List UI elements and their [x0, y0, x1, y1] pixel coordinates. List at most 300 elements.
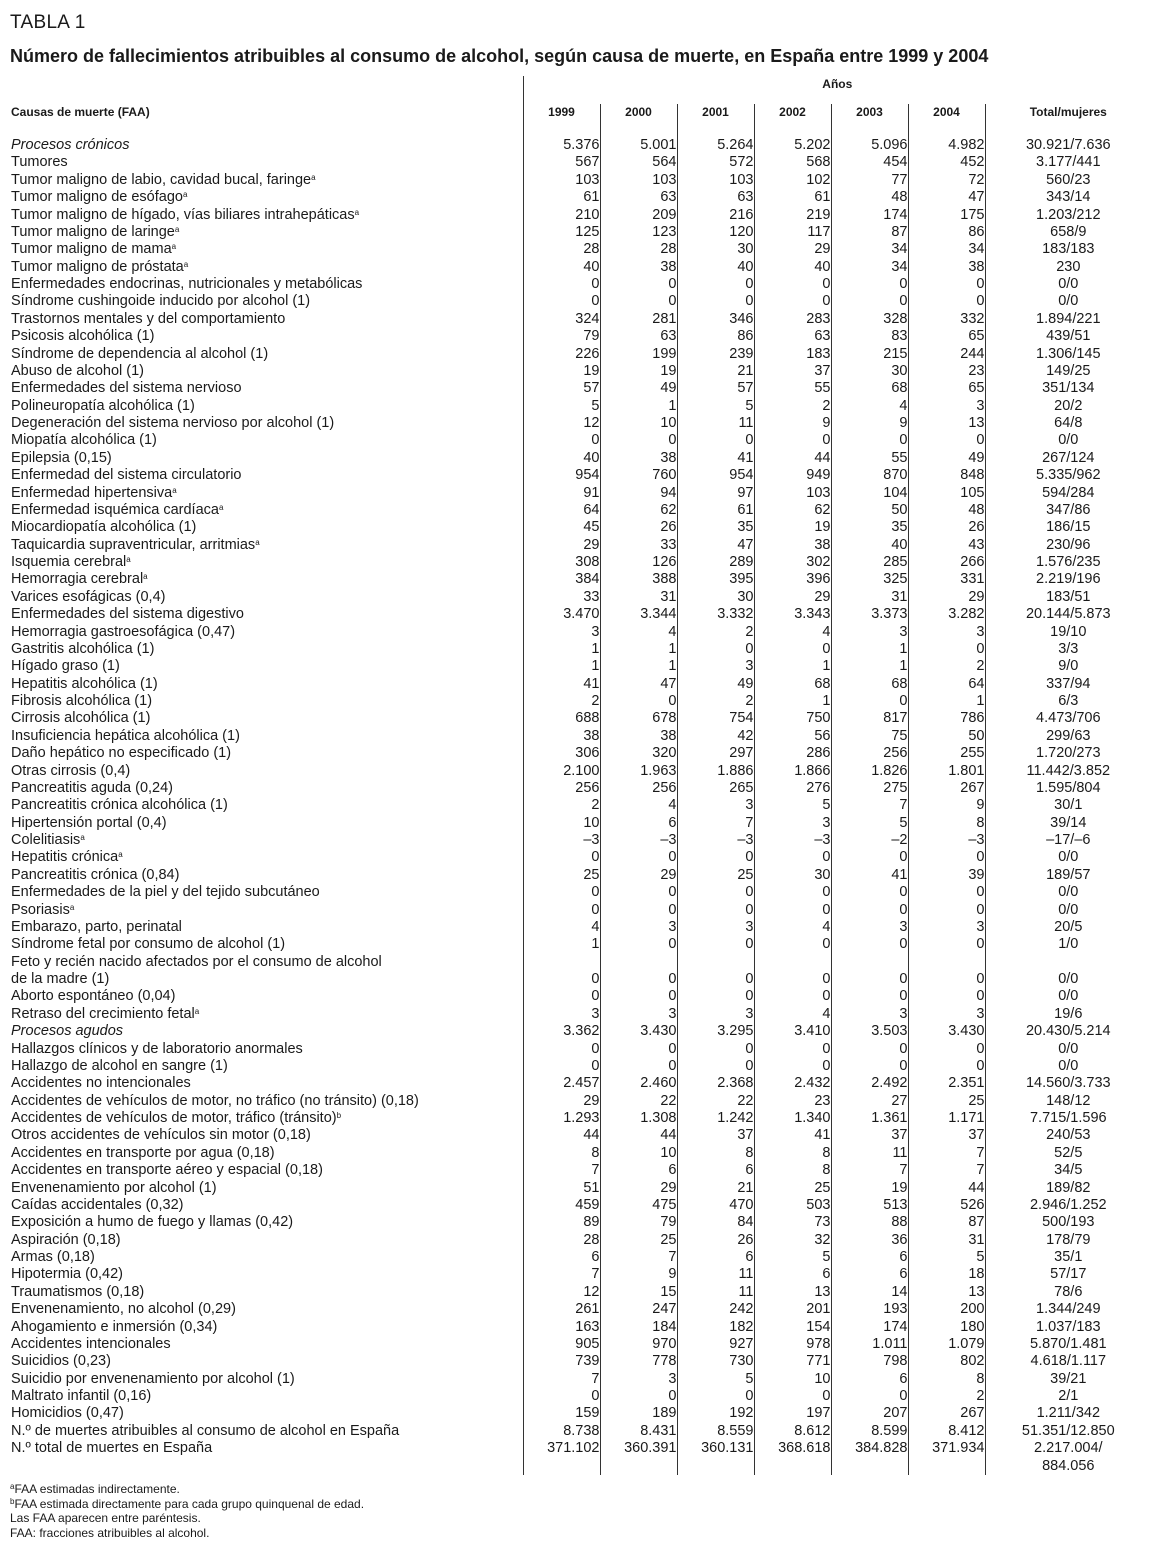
table-row [11, 641, 1151, 658]
year-value-cell: 526 [908, 1197, 985, 1214]
year-value-cell: 40 [523, 450, 600, 467]
year-value-cell: 5 [754, 797, 831, 814]
year-value-cell: 256 [523, 780, 600, 797]
year-value-cell: –3 [754, 832, 831, 849]
cause-cell [11, 641, 523, 658]
year-value-cell: 2.492 [831, 1075, 908, 1092]
year-value-cell: 0 [677, 902, 754, 919]
year-value-cell: 267 [908, 1405, 985, 1422]
year-value-cell: 2.351 [908, 1075, 985, 1092]
cause-name: Insuficiencia hepática alcohólica (1) [11, 727, 240, 744]
cause-name: Tumor maligno de esófago [11, 189, 183, 206]
year-value-cell: 0 [523, 971, 600, 988]
cause-cell [11, 241, 523, 258]
total-value: 658/9 [1050, 223, 1087, 240]
cause-cell [11, 1023, 523, 1040]
year-value-cell: 8 [908, 815, 985, 832]
year-value-cell: 0 [908, 641, 985, 658]
year-value-cell: 6 [600, 1162, 677, 1179]
total-cell [985, 919, 1151, 936]
year-value-cell: 28 [523, 241, 600, 258]
cause-name: Varices esofágicas (0,4) [11, 588, 166, 605]
cause-name: Embarazo, parto, perinatal [11, 918, 182, 935]
cause-cell [11, 1041, 523, 1058]
year-value-cell: 3.282 [908, 606, 985, 623]
total-cell [985, 537, 1151, 554]
year-value-cell: 0 [677, 971, 754, 988]
cause-name: Hemorragia cerebral [11, 571, 144, 588]
table-row [11, 1232, 1151, 1249]
table-row [11, 1075, 1151, 1092]
year-value-cell: 0 [677, 276, 754, 293]
table-row [11, 676, 1151, 693]
cause-cell [11, 415, 523, 432]
table-row [11, 658, 1151, 675]
year-value-cell: 3 [831, 919, 908, 936]
year-value-cell: 332 [908, 311, 985, 328]
year-value-cell: 55 [831, 450, 908, 467]
total-cell [985, 641, 1151, 658]
year-value-cell: 63 [677, 189, 754, 206]
year-value-cell: 8 [523, 1145, 600, 1162]
total-value: –17/–6 [1046, 832, 1091, 848]
total-cell [985, 902, 1151, 919]
year-value-cell: 10 [754, 1371, 831, 1388]
year-value-cell: 0 [523, 293, 600, 310]
cause-name: Enfermedades endocrinas, nutricionales y metabólicas [11, 276, 363, 292]
total-value: 189/57 [1046, 866, 1091, 883]
total-value: 20/2 [1054, 397, 1083, 414]
cause-cell [11, 919, 523, 936]
table-row [11, 554, 1151, 571]
year-value-cell: 22 [600, 1093, 677, 1110]
footnote-marker: a [126, 555, 131, 564]
table-row [11, 1319, 1151, 1336]
total-value: 6/3 [1058, 693, 1079, 709]
year-value-cell: 870 [831, 467, 908, 484]
year-value-cell: 771 [754, 1353, 831, 1370]
cause-cell [11, 710, 523, 727]
year-value-cell: 360.391 [600, 1440, 677, 1475]
year-value-cell: 57 [523, 380, 600, 397]
year-value-cell: 368.618 [754, 1440, 831, 1475]
year-value-cell: 47 [600, 676, 677, 693]
year-value-cell: 3 [600, 1006, 677, 1023]
cause-cell [11, 936, 523, 953]
year-value-cell: 216 [677, 207, 754, 224]
cause-name: Daño hepático no especificado (1) [11, 745, 232, 762]
cause-cell [11, 832, 523, 849]
total-cell [985, 1284, 1151, 1301]
year-value-cell: 0 [600, 693, 677, 710]
total-cell [985, 832, 1151, 849]
cause-name: Ahogamiento e inmersión (0,34) [11, 1318, 218, 1335]
footnote-marker: a [194, 1006, 200, 1016]
cause-cell [11, 867, 523, 884]
cause-name: Polineuropatía alcohólica (1) [11, 397, 195, 414]
year-value-cell: 10 [600, 415, 677, 432]
year-value-cell: 0 [523, 1388, 600, 1405]
table-row [11, 502, 1151, 519]
total-value: 343/14 [1046, 189, 1091, 206]
total-value: 52/5 [1054, 1144, 1083, 1161]
year-value-cell: 0 [831, 432, 908, 449]
year-value-cell: 371.102 [523, 1440, 600, 1475]
table-row [11, 1127, 1151, 1144]
year-value-cell: 754 [677, 710, 754, 727]
year-value-cell: 8.412 [908, 1423, 985, 1440]
cause-name: Exposición a humo de fuego y llamas (0,42) [11, 1214, 294, 1231]
year-value-cell: 266 [908, 554, 985, 571]
year-value-cell: 40 [754, 259, 831, 276]
total-cell [985, 415, 1151, 432]
year-value-cell: 200 [908, 1301, 985, 1318]
year-value-cell: 3 [908, 624, 985, 641]
year-value-cell: 51 [523, 1180, 600, 1197]
year-value-cell: 817 [831, 710, 908, 727]
cause-name: Epilepsia (0,15) [11, 449, 112, 466]
cause-cell [11, 1232, 523, 1249]
cause-cell [11, 450, 523, 467]
table-row [11, 259, 1151, 276]
cause-cell [11, 1388, 523, 1405]
year-value-cell: 31 [908, 1232, 985, 1249]
year-value-cell: 1.866 [754, 763, 831, 780]
cause-cell [11, 537, 523, 554]
table-row [11, 1162, 1151, 1179]
header-spacer [11, 76, 523, 104]
total-cell [985, 606, 1151, 623]
year-value-cell: 0 [754, 1388, 831, 1405]
year-value-cell: 384 [523, 571, 600, 588]
cause-name: Suicidio por envenenamiento por alcohol (1) [11, 1370, 295, 1387]
total-cell [985, 1023, 1151, 1040]
total-value: 51.351/12.850 [1021, 1422, 1115, 1439]
year-value-cell: 6 [754, 1266, 831, 1283]
total-cell [985, 971, 1151, 988]
table-row [11, 189, 1151, 206]
year-value-cell: 4 [600, 797, 677, 814]
year-value-cell: 848 [908, 467, 985, 484]
year-value-cell: 0 [523, 849, 600, 866]
total-cell [985, 363, 1151, 380]
year-value-cell: 40 [831, 537, 908, 554]
table-row [11, 797, 1151, 814]
year-value-cell: 6 [600, 815, 677, 832]
total-value: 186/15 [1046, 519, 1091, 536]
total-cell [985, 745, 1151, 762]
footnote-marker: a [182, 190, 188, 200]
table-row [11, 624, 1151, 641]
cause-name: Hemorragia gastroesofágica (0,47) [11, 623, 236, 640]
table-row [11, 380, 1151, 397]
total-cell [985, 1301, 1151, 1318]
year-value-cell: 86 [908, 224, 985, 241]
cause-name: Aspiración (0,18) [11, 1231, 121, 1248]
year-value-cell: 475 [600, 1197, 677, 1214]
total-value: 0/0 [1058, 432, 1079, 449]
year-value-cell: 5 [523, 398, 600, 415]
year-value-cell: 3.344 [600, 606, 677, 623]
year-value-cell: 10 [523, 815, 600, 832]
total-value: 19/10 [1050, 623, 1087, 640]
year-value-cell: 281 [600, 311, 677, 328]
year-value-cell: 0 [831, 902, 908, 919]
year-value-cell: 72 [908, 172, 985, 189]
cause-cell [11, 432, 523, 449]
year-value-cell: 4 [600, 624, 677, 641]
year-value-cell [600, 954, 677, 971]
year-value-cell: 45 [523, 519, 600, 536]
year-value-cell: 0 [908, 936, 985, 953]
year-value-cell: 6 [523, 1249, 600, 1266]
total-cell [985, 259, 1151, 276]
year-value-cell: 2.457 [523, 1075, 600, 1092]
year-value-cell: 572 [677, 154, 754, 171]
year-value-cell [677, 954, 754, 971]
year-value-cell: 18 [908, 1266, 985, 1283]
year-value-cell: 324 [523, 311, 600, 328]
year-value-cell: 0 [908, 971, 985, 988]
footnote-marker: a [118, 850, 123, 860]
cause-name: N.º de muertes atribuibles al consumo de alcohol en España [11, 1422, 400, 1439]
year-value-cell: 3 [677, 1006, 754, 1023]
year-value-cell: 0 [523, 1041, 600, 1058]
cause-name: Envenenamiento, no alcohol (0,29) [11, 1301, 236, 1318]
table-row [11, 1110, 1151, 1127]
year-value-cell: 104 [831, 485, 908, 502]
year-value-cell: 49 [908, 450, 985, 467]
year-value-cell: 2.432 [754, 1075, 831, 1092]
footnote-text: FAA: fracciones atribuibles al alcohol. [10, 1525, 210, 1540]
year-value-cell: 1 [523, 936, 600, 953]
total-cell [985, 189, 1151, 206]
year-value-cell: 79 [523, 328, 600, 345]
year-value-cell: 207 [831, 1405, 908, 1422]
year-value-cell: 325 [831, 571, 908, 588]
table-row [11, 1371, 1151, 1388]
year-value-cell: 42 [677, 728, 754, 745]
cause-cell [11, 1423, 523, 1440]
year-value-cell: 0 [754, 849, 831, 866]
year-value-cell: 30 [831, 363, 908, 380]
table-row [11, 207, 1151, 224]
year-value-cell: 29 [908, 589, 985, 606]
table-row [11, 1058, 1151, 1075]
cause-cell [11, 1440, 523, 1475]
year-value-cell: 73 [754, 1214, 831, 1231]
year-value-cell: 0 [908, 1041, 985, 1058]
footnote-marker: a [354, 207, 360, 217]
total-value: 149/25 [1046, 362, 1091, 379]
year-value-cell: 6 [677, 1162, 754, 1179]
total-value: 0/0 [1058, 293, 1079, 310]
year-value-cell: 568 [754, 154, 831, 171]
year-value-cell: 29 [523, 537, 600, 554]
year-value-cell: 978 [754, 1336, 831, 1353]
total-cell [985, 519, 1151, 536]
year-header: 2001 [677, 104, 754, 130]
year-value-cell: 189 [600, 1405, 677, 1422]
cause-cell [11, 1093, 523, 1110]
year-value-cell: 3 [677, 658, 754, 675]
year-value-cell: 0 [523, 884, 600, 901]
total-value: 2.946/1.252 [1029, 1196, 1107, 1213]
cause-name: Pancreatitis crónica alcohólica (1) [11, 797, 228, 814]
cause-name: Suicidios (0,23) [11, 1353, 111, 1370]
year-value-cell: 19 [831, 1180, 908, 1197]
year-value-cell: 0 [908, 1058, 985, 1075]
year-value-cell: 29 [754, 241, 831, 258]
total-cell [985, 571, 1151, 588]
year-value-cell: 7 [831, 797, 908, 814]
year-value-cell: 3.295 [677, 1023, 754, 1040]
year-value-cell: 38 [600, 450, 677, 467]
cause-name: Isquemia cerebral [11, 554, 127, 570]
cause-name: Colelitiasis [11, 832, 81, 848]
cause-cell [11, 780, 523, 797]
year-value-cell: 65 [908, 328, 985, 345]
cause-cell [11, 207, 523, 224]
cause-cell [11, 1162, 523, 1179]
year-value-cell: 14 [831, 1284, 908, 1301]
total-value: 1.037/183 [1036, 1318, 1101, 1335]
year-value-cell: 86 [677, 328, 754, 345]
year-value-cell: 0 [523, 1058, 600, 1075]
cause-name: Enfermedades del sistema digestivo [11, 606, 244, 623]
cause-cell [11, 658, 523, 675]
year-value-cell: 19 [754, 519, 831, 536]
year-value-cell: 3 [908, 398, 985, 415]
total-value: 1.720/273 [1036, 745, 1101, 762]
year-value-cell: 4 [754, 624, 831, 641]
year-value-cell: 7 [677, 815, 754, 832]
total-value: 1.306/145 [1036, 345, 1101, 362]
year-value-cell: 2.368 [677, 1075, 754, 1092]
total-cell [985, 1093, 1151, 1110]
cause-name: Síndrome fetal por consumo de alcohol (1) [11, 936, 286, 953]
total-value: 5.870/1.481 [1029, 1335, 1107, 1352]
total-value: 1.576/235 [1036, 554, 1101, 570]
year-value-cell: 0 [600, 1058, 677, 1075]
year-value-cell: 470 [677, 1197, 754, 1214]
year-value-cell: 0 [908, 276, 985, 293]
year-value-cell: 0 [908, 902, 985, 919]
total-value: 148/12 [1046, 1092, 1091, 1109]
total-value: 11.442/3.852 [1026, 762, 1111, 779]
table-row [11, 1023, 1151, 1040]
total-value: 3/3 [1058, 640, 1079, 657]
cause-name: Abuso de alcohol (1) [11, 362, 144, 379]
year-value-cell: 2 [754, 398, 831, 415]
year-value-cell: 126 [600, 554, 677, 571]
year-value-cell: 0 [831, 884, 908, 901]
year-value-cell: 97 [677, 485, 754, 502]
year-value-cell: 84 [677, 1214, 754, 1231]
total-value: 240/53 [1046, 1127, 1091, 1144]
table-row [11, 988, 1151, 1005]
year-value-cell: 3.373 [831, 606, 908, 623]
year-value-cell: 5.264 [677, 137, 754, 154]
year-value-cell: 41 [831, 867, 908, 884]
year-value-cell: 328 [831, 311, 908, 328]
total-value: 19/6 [1054, 1005, 1083, 1022]
cause-name: Enfermedades de la piel y del tejido subcutáneo [11, 884, 320, 901]
cause-cell [11, 1249, 523, 1266]
year-value-cell: 678 [600, 710, 677, 727]
year-value-cell: 1 [523, 658, 600, 675]
cause-cell [11, 1319, 523, 1336]
year-value-cell: 0 [831, 988, 908, 1005]
cause-name: Feto y recién nacido afectados por el consumo de alcohol [11, 953, 382, 970]
cause-name: Accidentes en transporte por agua (0,18) [11, 1144, 275, 1161]
year-value-cell: 320 [600, 745, 677, 762]
cause-cell [11, 1180, 523, 1197]
year-header: 2003 [831, 104, 908, 130]
cause-cell [11, 154, 523, 171]
total-cell [985, 450, 1151, 467]
year-value-cell: 7 [831, 1162, 908, 1179]
year-value-cell: 1.886 [677, 763, 754, 780]
year-value-cell: 26 [908, 519, 985, 536]
year-value-cell: 954 [677, 467, 754, 484]
year-value-cell: 265 [677, 780, 754, 797]
year-value-cell: 40 [523, 259, 600, 276]
year-value-cell: 0 [831, 1041, 908, 1058]
year-value-cell: 5 [677, 398, 754, 415]
year-value-cell: 297 [677, 745, 754, 762]
year-value-cell: 3 [600, 919, 677, 936]
year-value-cell: 5 [754, 1249, 831, 1266]
total-value: 1.595/804 [1036, 779, 1101, 796]
year-value-cell: 1.171 [908, 1110, 985, 1127]
total-value: 0/0 [1058, 971, 1079, 987]
total-cell [985, 1041, 1151, 1058]
total-column-header: Total/mujeres [985, 104, 1151, 130]
cause-name: Enfermedad hipertensiva [11, 484, 173, 501]
total-value: 178/79 [1046, 1231, 1091, 1248]
table-row [11, 1405, 1151, 1422]
year-value-cell: 256 [831, 745, 908, 762]
year-value-cell: 3.410 [754, 1023, 831, 1040]
table-row [11, 815, 1151, 832]
year-value-cell: 0 [600, 884, 677, 901]
footnote-marker: a [80, 833, 85, 842]
total-value: 78/6 [1054, 1283, 1083, 1300]
total-value: 1.344/249 [1036, 1301, 1101, 1318]
total-value: 20/5 [1054, 918, 1083, 935]
total-cell [985, 1336, 1151, 1353]
cause-cell [11, 485, 523, 502]
year-value-cell: 91 [523, 485, 600, 502]
cause-name: Hallazgos clínicos y de laboratorio anormales [11, 1040, 303, 1057]
year-value-cell: 1 [831, 641, 908, 658]
total-value: 3.177/441 [1036, 154, 1101, 171]
table-row [11, 1145, 1151, 1162]
year-value-cell: 1.361 [831, 1110, 908, 1127]
year-value-cell: 2 [908, 1388, 985, 1405]
year-value-cell: 21 [677, 1180, 754, 1197]
year-value-cell: 3 [754, 815, 831, 832]
year-value-cell [831, 954, 908, 971]
year-value-cell: 0 [600, 902, 677, 919]
year-value-cell: 275 [831, 780, 908, 797]
year-value-cell: 7 [523, 1371, 600, 1388]
year-value-cell [754, 954, 831, 971]
table-row [11, 154, 1151, 171]
year-value-cell: 1 [523, 641, 600, 658]
year-value-cell: 44 [754, 450, 831, 467]
